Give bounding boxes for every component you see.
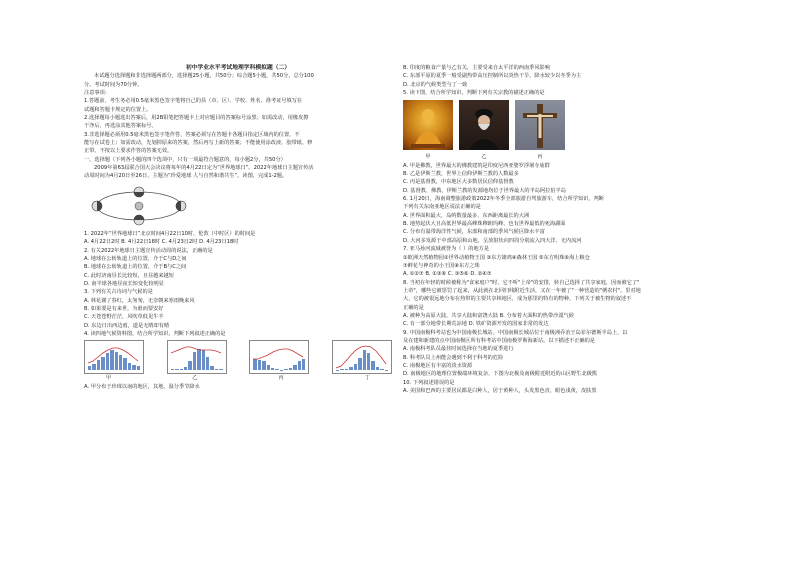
question-options: A. 被种为高原大陆，共享大陆和富饶大陆 B. 分布着大面积的热带沙漠气候 xyxy=(403,312,574,319)
question-line: 1. 2022年“世界地球日”北京时间4月22日10时，伦敦（中时区）的时间是 xyxy=(84,230,256,237)
question-options: C. 有一部分地带长期荒凉地 D. 铁矿资源开发的国家非常的发达 xyxy=(403,321,549,328)
question-line: 及在建和新建的点中国南极区所有科考站中国南极罗斯海新站。以下描述不正确的是 xyxy=(403,337,595,344)
question-line: 大，它的被很远地分布在热带的主要共享林地区，成为那里的特有的物种。下列关于被生物的叙述不 xyxy=(403,296,632,303)
question-options: A. ①②⑦ B. ①③⑥ C. ③⑤⑥ D. ②④⑦ xyxy=(403,271,492,278)
question-line: 7. 亚马孙河流域被誉为（ ）的地方是 xyxy=(403,246,490,253)
question-line: 3. 下列有关古诗词与气候的是 xyxy=(84,289,153,296)
intro-line: 1.答题前，考生务必用0.5毫米黑色签字笔将自己的县（市、区）、学校、姓名、准考证号填写在 xyxy=(84,98,303,105)
religion-captions xyxy=(403,153,713,161)
question-option: B. 印度的粮食产量与乙有关，主要受来自太平洋的西南季风影响 xyxy=(403,65,550,71)
intro-line: 注意事项： xyxy=(84,90,110,97)
climate-caption: 丁 xyxy=(364,375,370,382)
climate-caption: 乙 xyxy=(192,375,198,382)
question-line: 5. 读下图，结合所学知识，判断下列有关宗教的描述正确的是 xyxy=(403,90,545,97)
question-line: 2. 有关2022年地球日主题宣传活动周的说法，正确的是 xyxy=(84,247,213,254)
imam-image xyxy=(459,100,509,150)
religion-caption: 甲 xyxy=(425,154,431,161)
intro-line: 本试题分选择题和非选择题两部分，选择题25小题，共50分；综合题5小题，共50分，总分100 xyxy=(94,73,314,80)
religion-pictures xyxy=(403,100,713,152)
climate-caption: 甲 xyxy=(106,375,112,382)
right-column xyxy=(403,64,713,395)
question-line: 10. 下列叙述错误的是 xyxy=(403,379,455,386)
question-option: B. 乙是伊斯兰教，世界上信仰伊斯兰教的人数最多 xyxy=(403,171,519,178)
question-option: D. 南极地区的地理位置极端环境复杂，下图为北极及南极附近附近的山区野生北极熊 xyxy=(403,371,598,378)
religion-caption: 乙 xyxy=(481,154,487,161)
question-option: B. 如果要是有来世，为谁而要安好 xyxy=(84,305,164,312)
question-option: D. 南半球各地昼夜长短变化较明显 xyxy=(84,280,164,287)
question-option: B. 地势起伏大且高低世界最高峰珠穆朗玛峰，也有世界最低的死海湖面 xyxy=(403,221,566,228)
question-line: 9. 中国南极科考站也为中国南极长城站。中国南极长城站位于南极洲乔治王岛菲尔德斯半岛上，以 xyxy=(403,329,628,336)
question-line: ①欧洲天然植物园②世界动植物王国 ③东方雄鸡④森林王国 ⑤东方明珠⑥海上粮仓 xyxy=(403,254,590,261)
intro-line: 2.选择题每小题选出答案后，用2B铅笔把答题卡上对应题目的答案标号涂黑；如需改动，用橡皮擦 xyxy=(84,115,309,122)
question-option: A. 世界面积最大、岛屿数量最多、东西距离最长的大洲 xyxy=(403,212,530,219)
question-line: ⑦鲜花与神奇的小王国⑧东方之珠 xyxy=(403,262,480,269)
intro-line: 能写在试卷上；如需改动，先划掉原来的答案，然后再写上新的答案；不能使用涂改液、胶带纸、修 xyxy=(84,140,313,147)
left-column xyxy=(84,64,392,391)
question-line: 上帝"，哪些它被惩罚了起来，从此就在北回归线附近生活，又在一年被了"一种营造的"例农村"。里对地 xyxy=(403,287,641,294)
section-heading: 一、选择题（下列各小题的四个选项中，只有一项最符合题意的，每小题2分，共50分） xyxy=(84,156,286,163)
question-option: A. 甲是佛教，世界最大的佛教建筑是印度尼西亚婆罗浮屠寺庙群 xyxy=(403,162,550,169)
question-option: A. 林花谢了春红，太匆匆，无奈朝来寒雨晚来风 xyxy=(84,297,195,304)
question-options: A. 4月22日2时 B. 4月22日18时 C. 4月23日2时 D. 4月23日18时 xyxy=(84,239,239,246)
question-option: C. 丙是基督教，中东地区大多数居民信仰基督教 xyxy=(403,179,514,186)
question-option: B. 科考队员上州能会遇到不利于科考的危险 xyxy=(403,354,504,361)
question-option: A. 南极科考队员最佳时间选择在当地的夏季进行 xyxy=(403,346,514,353)
question-option: A. 美国和巴西的主要居民都是白种人，居于黄种人，头发黑色直，眼色浅黄，皮肤黑 xyxy=(403,388,597,394)
question-option: D. 基督教、佛教、伊斯兰教的发源地均位于世界最大的半岛阿拉伯半岛 xyxy=(403,187,566,194)
question-line: 8. 当初在年轻的时候被称为"食家庭户"时，它不听"上帝"的安排，转自己选择了共享家庭，因而被它了" xyxy=(403,279,640,286)
climate-chart xyxy=(84,340,144,374)
climate-chart xyxy=(249,340,309,374)
question-option: C. 此时济南昼长比较短，且昼越来越短 xyxy=(84,272,174,279)
religion-caption: 丙 xyxy=(537,154,543,161)
question-option: A. 甲分布于珍珠以南的地区，其地、温分季节降水 xyxy=(84,383,200,390)
intro-line: 3.非选择题必须用0.5毫米黑色签字笔作答，答案必须写在答题卡各题目指定区域内的位置，不 xyxy=(84,131,300,138)
question-option: C. 天苍苍野茫茫，风吹草低见牛羊 xyxy=(84,314,164,321)
earth-orbit-diagram xyxy=(84,183,392,229)
question-option: D. 大河多发源于中部高原和山地，呈放射状向四周分别流入四大洋、无内流河 xyxy=(403,237,582,244)
intro-line: 分。考试时间为70分钟。 xyxy=(84,81,143,88)
question-option: C. 分布有温带海洋性气候，东部和南部的季风气候区降水丰富 xyxy=(403,229,545,236)
question-line: 正确的是 xyxy=(403,304,424,311)
intro-line: 动周时间为4月20日至26日，主题为“珍爱地球 人与自然和谐共生”。读图，完成1-2题。 xyxy=(84,173,288,180)
climate-chart xyxy=(332,340,392,374)
climate-caption: 丙 xyxy=(278,375,284,382)
intro-line: 2009年第63届联合国大会决议将每年的4月22日定为“世界地球日”。2022年地球日主题宣传活 xyxy=(94,165,314,172)
question-option: C. 南极地区有丰富的淡水资源 xyxy=(403,362,473,369)
intro-line: 干净后，再选涂其他答案标号。 xyxy=(84,123,157,130)
question-line: 6. 1月20日，海南调整旅游政策2022年冬季全部旅游自驾旅游车，结合所学知识，判断 xyxy=(403,196,604,203)
climate-chart xyxy=(167,340,227,374)
question-option: C. 东部平原的夏季一般受副热带高压控制所以炎热干旱，降水较少以冬季为主 xyxy=(403,73,582,80)
intro-line: 正带。不按以上要求作答的答案无效。 xyxy=(84,148,173,155)
climate-charts xyxy=(84,340,392,374)
intro-line: 试题和答题卡规定的位置上。 xyxy=(84,106,152,113)
question-option: D. 东边日出西边雨，道是无晴却有晴 xyxy=(84,322,170,329)
question-line: 下列有关东南亚地区说法正确的是 xyxy=(403,204,481,211)
page-title: 初中学业水平考试地理学科模拟题（二） xyxy=(185,65,291,71)
question-option: B. 地球在公转轨道上的位置，介于B与C之间 xyxy=(84,264,187,271)
question-option: A. 地球在公转轨道上的位置，介于C与D之间 xyxy=(84,255,187,262)
crucifix-image xyxy=(515,100,565,150)
buddha-image xyxy=(403,100,453,150)
orbit-figure xyxy=(84,183,194,229)
question-option: D. 北京的气候类型与丁一致 xyxy=(403,81,468,88)
climate-captions xyxy=(84,374,392,382)
question-line: 4. 读四地气候资料图，结合所学知识，判断下列叙述正确的是 xyxy=(84,330,226,337)
